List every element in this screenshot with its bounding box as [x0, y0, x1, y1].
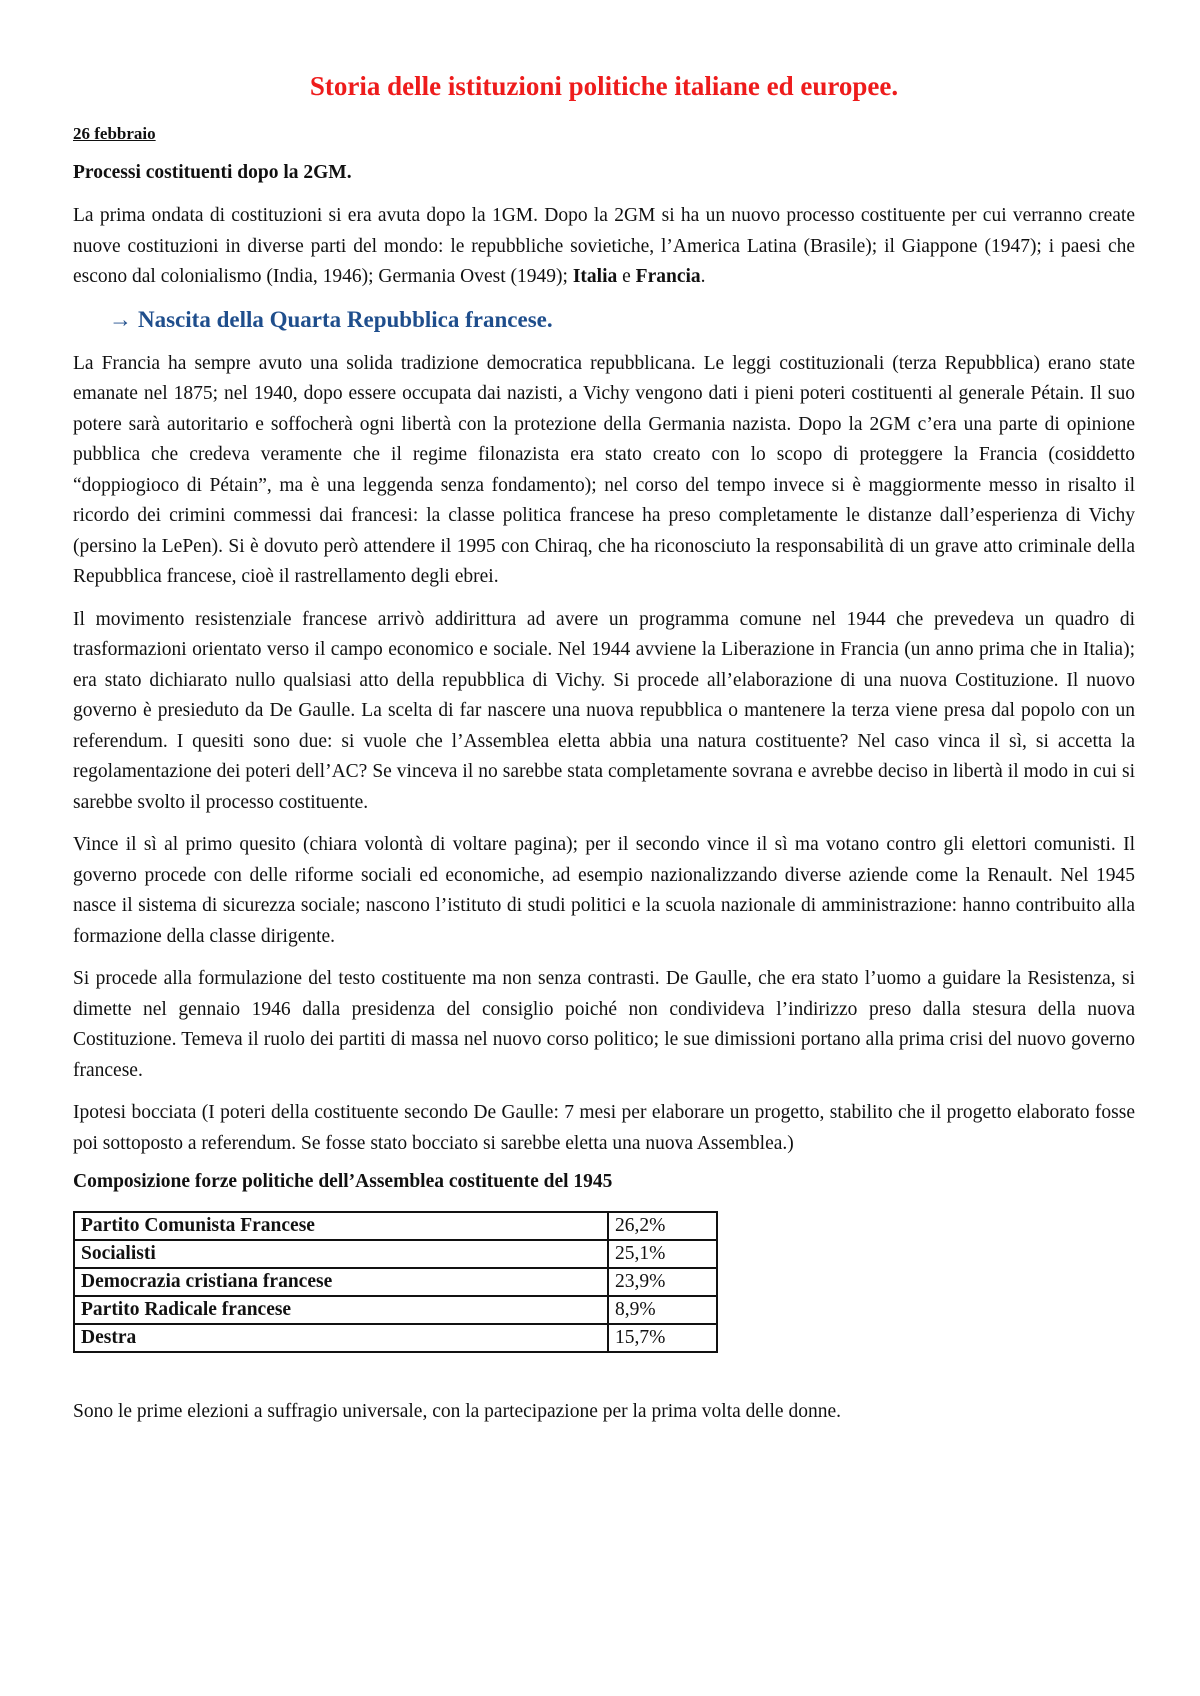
table-row: [74, 1212, 717, 1240]
paragraph-5: Ipotesi bocciata (I poteri della costituente secondo De Gaulle: 7 mesi per elaborare un progetto, stabilito che il progetto elaborato fosse poi sottoposto a referendum. Se fosse stato bocciato si sarebbe eletta una nuova Assemblea.): [73, 1102, 1135, 1154]
closing-paragraph: Sono le prime elezioni a suffragio universale, con la partecipazione per la prima volta delle donne.: [73, 1401, 841, 1423]
document-page: [73, 70, 1135, 1440]
paragraph-4: Si procede alla formulazione del testo costituente ma non senza contrasti. De Gaulle, che era stato l’uomo a guidare la Resistenza, si dimette nel gennaio 1946 dalla presidenza del consiglio poiché non condivideva l’indirizzo preso dalla stesura della nuova Costituzione. Temeva il ruolo dei partiti di massa nel nuovo corso politico; le sue dimissioni portano alla prima crisi del nuovo governo francese.: [73, 968, 1135, 1081]
table-row: [74, 1296, 717, 1324]
paragraph-3: Vince il sì al primo quesito (chiara volontà di voltare pagina); per il secondo vince il sì ma votano contro gli elettori comunisti. Il governo procede con delle riforme sociali ed economiche, ad esempio nazionalizzando diverse aziende come la Renault. Nel 1945 nasce il sistema di sicurezza sociale; nascono l’istituto di studi politici e la scuola nazionale di amministrazione: hanno contribuito alla formazione della classe dirigente.: [73, 834, 1135, 947]
party-percentage: 25,1%: [608, 1240, 717, 1268]
table-row: [74, 1268, 717, 1296]
party-name: Socialisti: [74, 1240, 608, 1268]
paragraph-1: La Francia ha sempre avuto una solida tradizione democratica repubblicana. Le leggi costituzionali (terza Repubblica) erano state emanate nel 1875; nel 1940, dopo essere occupata dai nazisti, a Vichy vengono dati i pieni poteri costituenti al generale Pétain. Il suo potere sarà autoritario e soffocherà ogni libertà con la protezione della Germania nazista. Dopo la 2GM c’era una parte di opinione pubblica che credeva veramente che il regime filonazista era stato creato con lo scopo di proteggere la Francia (cosiddetto “doppiogioco di Pétain”, ma è una leggenda senza fondamento); nel corso del tempo invece si è maggiormente messo in risalto il ricordo dei crimini commessi dai francesi: la classe politica francese ha preso completamente le distanze dall’esperienza di Vichy (persino la LePen). Si è dovuto però attendere il 1995 con Chiraq, che ha riconosciuto la responsabilità di un grave atto criminale della Repubblica francese, cioè il rastrellamento degli ebrei.: [73, 352, 1135, 588]
party-percentage: 23,9%: [608, 1268, 717, 1296]
intro-conj: e: [617, 266, 636, 288]
intro-bold-italia: Italia: [572, 266, 618, 288]
party-name: Partito Radicale francese: [74, 1296, 608, 1324]
composition-table: [73, 1211, 718, 1353]
intro-bold-francia: Francia: [635, 266, 701, 288]
party-percentage: 8,9%: [608, 1296, 717, 1324]
party-percentage: 15,7%: [608, 1324, 717, 1352]
party-percentage: 26,2%: [608, 1212, 717, 1240]
party-name: Destra: [74, 1324, 608, 1352]
intro-paragraph: [73, 201, 1135, 293]
arrow-right-icon: →: [109, 306, 132, 332]
lecture-date: 26 febbraio: [73, 124, 156, 144]
party-name: Partito Comunista Francese: [74, 1212, 608, 1240]
subheading: [109, 307, 1135, 333]
paragraph-2: Il movimento resistenziale francese arrivò addirittura ad avere un programma comune nel 1944 che prevedeva un quadro di trasformazioni orientato verso il campo economico e sociale. Nel 1944 avviene la Liberazione in Francia (un anno prima che in Italia); era stato dichiarato nullo qualsiasi atto della repubblica di Vichy. Si procede all’elaborazione di una nuova Costituzione. Il nuovo governo è presieduto da De Gaulle. La scelta di far nascere una nuova repubblica o mantenere la terza viene presa dal popolo con un referendum. I quesiti sono due: si vuole che l’Assemblea eletta abbia una natura costituente? Nel caso vinca il sì, si accetta la regolamentazione dei poteri dell’AC? Se vinceva il no sarebbe stata completamente sovrana e avrebbe deciso in libertà il modo in cui si sarebbe svolto il processo costituente.: [73, 608, 1135, 813]
party-name: Democrazia cristiana francese: [74, 1268, 608, 1296]
document-title: Storia delle istituzioni politiche italiane ed europee.: [309, 71, 899, 101]
intro-text: La prima ondata di costituzioni si era avuta dopo la 1GM. Dopo la 2GM si ha un nuovo processo costituente per cui verranno create nuove costituzioni in diverse parti del mondo: le repubbliche sovietiche, l’America Latina (Brasile); il Giappone (1947); i paesi che escono dal colonialismo (India, 1946); Germania Ovest (1949);: [73, 205, 1135, 288]
subheading-text: Nascita della Quarta Repubblica francese.: [138, 306, 553, 332]
table-row: [74, 1324, 717, 1352]
intro-end: .: [700, 266, 706, 288]
table-title: Composizione forze politiche dell’Assemblea costituente del 1945: [73, 1171, 613, 1193]
table-row: [74, 1240, 717, 1268]
section-heading: Processi costituenti dopo la 2GM.: [73, 162, 352, 184]
